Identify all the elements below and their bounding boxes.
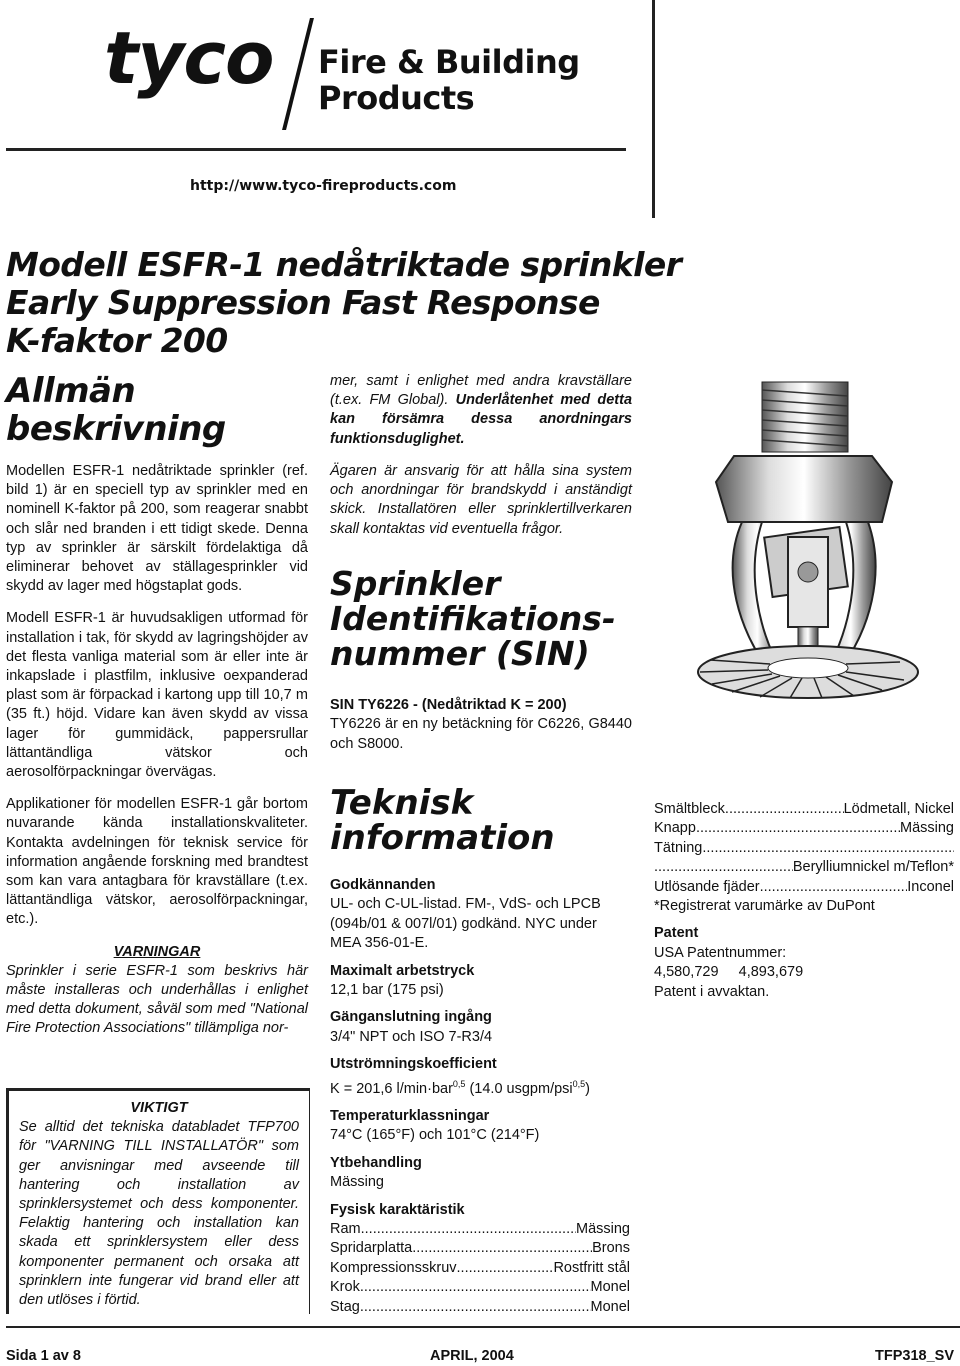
fysisk-list [330, 1220, 630, 1317]
utstromning-text [330, 1075, 630, 1099]
logo-divider [282, 18, 314, 130]
page-number: Sida 1 av 8 [6, 1348, 81, 1364]
allman-paragraph-1: Modellen ESFR-1 nedåtriktade sprinkler (ref. bild 1) är en speciell typ av sprinkler med en nominell K-faktor på 200, som reagerar snabbt och slår ned branden i ett tidigt skede. Denna typ av sprinkler är särskilt fördelaktiga då eliminerar behovet av ställagesprinkler vid skydd av lager med högstaplat gods. [6, 463, 308, 595]
viktigt-heading: VIKTIGT [130, 1100, 188, 1116]
temperatur-heading: Temperaturklassningar [330, 1107, 490, 1124]
owner-responsibility: Ägaren är ansvarig för att hålla sina system och anordningar för brandskydd i anständigt skick. Installatören eller sprinklertillverkaren skall kontaktas vid eventuella frågor. [330, 463, 632, 537]
title-line3: K-faktor 200 [6, 321, 228, 360]
sin-heading [330, 566, 632, 671]
sin-heading-line1: Sprinkler [330, 564, 501, 603]
allman-heading [6, 372, 308, 448]
k-exponent: 0,5 [452, 1078, 466, 1089]
logo-tagline [318, 44, 580, 116]
col3-row [654, 878, 954, 897]
k-value: K = 201,6 l/min·bar [330, 1080, 453, 1097]
fysisk-key: Kompressionsskruv [330, 1259, 457, 1276]
title-line1: Modell ESFR-1 nedåtriktade sprinkler [6, 245, 682, 284]
fysisk-key: Ram [330, 1220, 361, 1237]
page-title [6, 246, 681, 360]
allman-paragraph-3: Applikationer för modellen ESFR-1 går bortom nuvarande kända installationskvaliteter. Kontakta avdelningen för teknisk service för information angående forskning med brandtest som kan vara antagbara för kravställare (t.ex. lättantändliga vätskor, aerosolförpackningar, etc.). [6, 796, 308, 928]
sprinkler-image [650, 372, 950, 792]
sin-heading-line2: Identifikations- [330, 599, 616, 638]
registered-trademark-note: *Registrerat varumärke av DuPont [654, 898, 875, 915]
logo-line1: Fire & Building [318, 43, 580, 81]
utstromning-heading: Utströmningskoefficient [330, 1056, 497, 1073]
godkannanden-text: UL- och C-UL-listad. FM-, VdS- och LPCB (094b/01 & 007l/01) godkänd. NYC under MEA 356-01-E. [330, 896, 601, 952]
sin-block [330, 696, 632, 754]
ganganslutning-text: 3/4" NPT och ISO 7-R3/4 [330, 1028, 493, 1045]
fysisk-value: Brons [592, 1240, 630, 1257]
tek-specs [330, 876, 630, 1317]
col2-continuation [330, 372, 632, 449]
patent-line1: USA Patentnummer: [654, 944, 787, 961]
godkannanden-heading: Godkännanden [330, 877, 436, 893]
patent-numbers: 4,580,729 4,893,679 [654, 964, 804, 981]
sprinkler-fusible-link [764, 527, 848, 627]
ganganslutning-heading: Gänganslutning ingång [330, 1009, 492, 1026]
allman-heading-line2: beskrivning [6, 409, 226, 449]
k-value-us: (14.0 usgpm/psi [465, 1080, 573, 1097]
header-rule [6, 148, 626, 151]
sprinkler-deflector [698, 646, 918, 698]
fysisk-value: Monel [590, 1279, 630, 1296]
fysisk-value: Mässing [576, 1220, 630, 1237]
viktigt-text: Se alltid det tekniska databladet TFP700 för "VARNING TILL INSTALLATÖR" som ger anvisningar med avseende till hantering och installation av sprinklersystemet och dess komponenter. Felaktig hantering och installation kan skada ett sprinklersystem eller dess komponenter permanent och orsaka att sprinklern inte fungerar vid brand eller att den utlöses i förtid. [19, 1119, 299, 1309]
sprinkler-thread [762, 382, 848, 452]
website-url[interactable]: http://www.tyco-fireproducts.com [190, 178, 457, 194]
sprinkler-hex-body [716, 456, 892, 522]
sin-label: SIN TY6226 - (Nedåtriktad K = 200) [330, 697, 567, 713]
fysisk-row [330, 1220, 630, 1239]
col3-key: Tätning [654, 839, 703, 856]
document-id: TFP318_SV [875, 1348, 954, 1364]
k-close-paren: ) [585, 1080, 590, 1097]
ytbehandling-heading: Ytbehandling [330, 1154, 422, 1171]
footer-rule [6, 1326, 960, 1328]
fysisk-row [330, 1239, 630, 1258]
title-line2: Early Suppression Fast Response [6, 283, 600, 322]
tek-heading-line1: Teknisk [330, 783, 474, 823]
fysisk-heading: Fysisk karaktäristik [330, 1201, 465, 1218]
fysisk-value: Rostfritt stål [553, 1259, 630, 1276]
col3-row [654, 839, 954, 858]
header-vertical-rule [652, 0, 655, 218]
col3-row [654, 819, 954, 838]
continuation-text: mer, samt i enlighet med andra kravställare (t.ex. FM Global). [330, 373, 632, 409]
col3-row [654, 858, 954, 877]
col3-key: Knapp [654, 820, 696, 837]
viktigt-box [6, 1088, 310, 1314]
tek-heading [330, 783, 632, 858]
fysisk-key: Stag [330, 1298, 360, 1315]
fysisk-value: Monel [590, 1298, 630, 1315]
continuation-warning: Underlåtenhet med detta kan försämra dessa anordningars funktionsduglighet. [330, 392, 633, 447]
fysisk-row [330, 1278, 630, 1297]
col3-specs [654, 800, 954, 1002]
col3-value: Berylliumnickel m/Teflon* [792, 859, 954, 876]
temperatur-text: 74°C (165°F) och 101°C (214°F) [330, 1127, 540, 1144]
footer-date: APRIL, 2004 [430, 1348, 514, 1364]
sin-text: TY6226 är en ny betäckning för C6226, G8440 och S8000. [330, 716, 632, 752]
max-tryck-text: 12,1 bar (175 psi) [330, 982, 444, 999]
allman-paragraph-2: Modell ESFR-1 är huvudsakligen utformad för installation i tak, för skydd av lagringshöjder av det flesta vanliga material som är eller inte är inkapslade i plastfilm, inklusive oexpanderad plast som är förpackad i kartong upp till 10,7 m (35 ft.) höjd. Vidare kan även skydd av vissa lager för gummidäck, pappersrullar lättantändliga vätskor och aerosolförpackningar övervägas. [6, 610, 308, 781]
tyco-logo: tyco [104, 16, 274, 100]
max-tryck-heading: Maximalt arbetstryck [330, 962, 475, 979]
col3-key: Utlösande fjäder [654, 878, 760, 895]
sin-heading-line3: nummer (SIN) [330, 634, 590, 673]
varning-text: Sprinkler i serie ESFR-1 som beskrivs här måste installeras och underhållas i enlighet med detta dokument, såväl som med "National Fire Protection Associations" tillämpliga nor- [6, 962, 308, 1037]
tek-heading-line2: information [330, 818, 555, 858]
allman-heading-line1: Allmän [6, 371, 136, 411]
fysisk-key: Spridarplatta [330, 1240, 413, 1257]
col3-value: Mässing [900, 820, 954, 837]
col3-value: Lödmetall, Nickel [843, 801, 954, 817]
col3-value: Inconel [907, 878, 954, 895]
fysisk-row [330, 1298, 630, 1317]
k-exponent-us: 0,5 [572, 1078, 586, 1089]
logo-line2: Products [318, 79, 475, 117]
fysisk-key: Krok [330, 1279, 360, 1296]
varning-heading: VARNINGAR [113, 943, 201, 960]
col3-row [654, 800, 954, 819]
fysisk-row [330, 1259, 630, 1278]
col3-key: Smältbleck [654, 801, 725, 817]
ytbehandling-text: Mässing [330, 1174, 384, 1191]
allman-body [6, 462, 308, 1039]
patent-pending: Patent i avvaktan. [654, 983, 770, 1000]
patent-heading: Patent [654, 925, 699, 942]
